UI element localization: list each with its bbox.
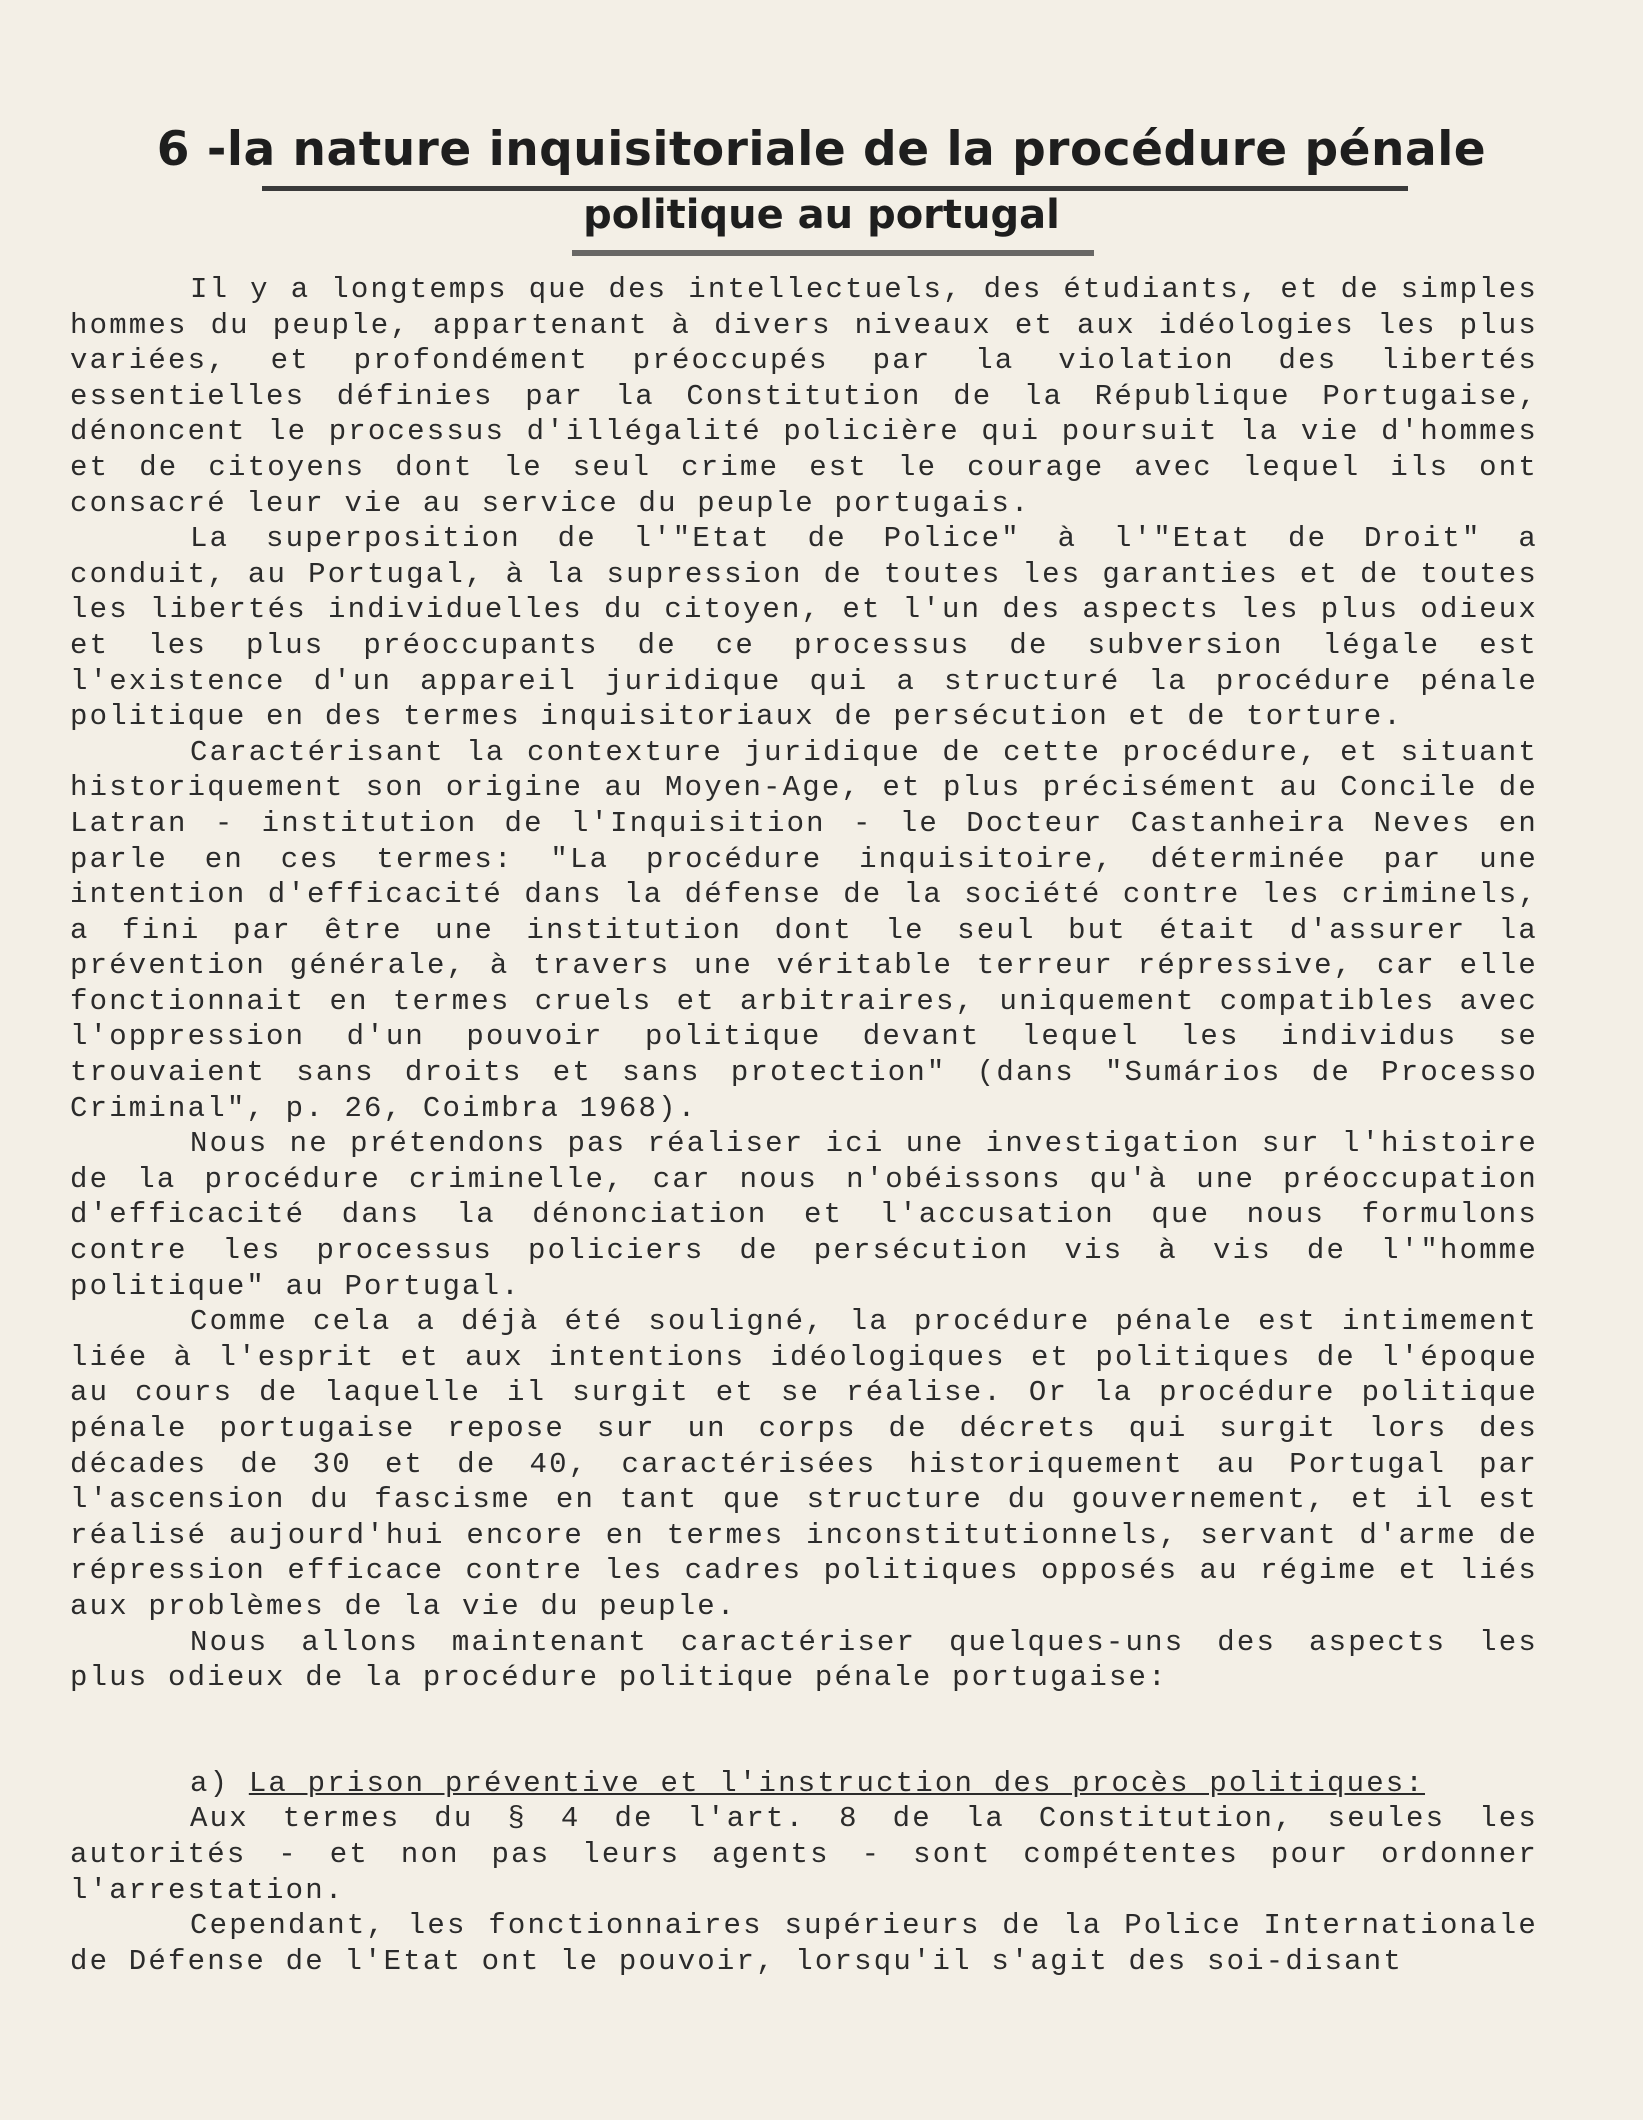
section-a-marker: a)	[190, 1766, 230, 1800]
section-a-paragraph-2: Cependant, les fonctionnaires supérieurs de la Police Internationale de Défense de l'Etat ont le pouvoir, lorsqu'il s'agit des soi-disant	[70, 1909, 1538, 1978]
document-body	[70, 272, 1538, 1979]
section-a-title: La prison préventive et l'instruction des procès politiques:	[248, 1766, 1425, 1800]
paragraph-6: Nous allons maintenant caractériser quelques-uns des aspects les plus odieux de la procédure politique pénale portugaise:	[70, 1625, 1538, 1695]
title-underline-1	[262, 186, 1408, 191]
paragraph-5: Comme cela a déjà été souligné, la procédure pénale est intimement liée à l'esprit et aux intentions idéologiques et politiques de l'époque au cours de laquelle il surgit et se réalise. Or la procédure politique pénale portugaise repose sur un corps de décrets qui surgit lors des décades de 30 et de 40, caractérisées historiquement au Portugal par l'ascension du fascisme en tant que structure du gouvernement, et il est réalisé aujourd'hui encore en termes inconstitutionnels, servant d'arme de répression efficace contre les cadres politiques opposés au régime et liés aux problèmes de la vie du peuple.	[70, 1305, 1538, 1623]
section-a-heading	[70, 1696, 1538, 1802]
paragraph-4: Nous ne prétendons pas réaliser ici une investigation sur l'histoire de la procédure criminelle, car nous n'obéissons qu'à une préoccupation d'efficacité dans la dénonciation et l'accusation que nous formulons contre les processus policiers de persécution vis à vis de l'"homme politique" au Portugal.	[70, 1127, 1538, 1303]
paragraph-1: Il y a longtemps que des intellectuels, des étudiants, et de simples hommes du peuple, appartenant à divers niveaux et aux idéologies les plus variées, et profondément préoccupés par la violation des libertés essentielles définies par la Constitution de la République Portugaise, dénoncent le processus d'illégalité policière qui poursuit la vie d'hommes et de citoyens dont le seul crime est le courage avec lequel ils ont consacré leur vie au service du peuple portugais.	[70, 273, 1538, 520]
title-line-2: politique au portugal	[583, 192, 1060, 238]
paragraph-3: Caractérisant la contexture juridique de cette procédure, et situant historiquement son origine au Moyen-Age, et plus précisément au Concile de Latran - institution de l'Inquisition - le Docteur Castanheira Neves en parle en ces termes: "La procédure inquisitoire, déterminée par une intention d'efficacité dans la défense de la société contre les criminels, a fini par être une institution dont le seul but était d'assurer la prévention générale, à travers une véritable terreur répressive, car elle fonctionnait en termes cruels et arbitraires, uniquement compatibles avec l'oppression d'un pouvoir politique devant lequel les individus se trouvaient sans droits et sans protection" (dans "Sumários de Processo Criminal", p. 26, Coimbra 1968).	[70, 735, 1538, 1125]
paragraph-2: La superposition de l'"Etat de Police" à l'"Etat de Droit" a conduit, au Portugal, à la supression de toutes les garanties et de toutes les libertés individuelles du citoyen, et l'un des aspects les plus odieux et les plus préoccupants de ce processus de subversion légale est l'existence d'un appareil juridique qui a structuré la procédure pénale politique en des termes inquisitoriaux de persécution et de torture.	[70, 522, 1538, 734]
title-underline-2	[572, 250, 1094, 256]
section-a-paragraph-1: Aux termes du § 4 de l'art. 8 de la Constitution, seules les autorités - et non pas leurs agents - sont compétentes pour ordonner l'arrestation.	[70, 1802, 1538, 1907]
title-line-1: 6 -la nature inquisitoriale de la procédure pénale	[156, 122, 1487, 177]
